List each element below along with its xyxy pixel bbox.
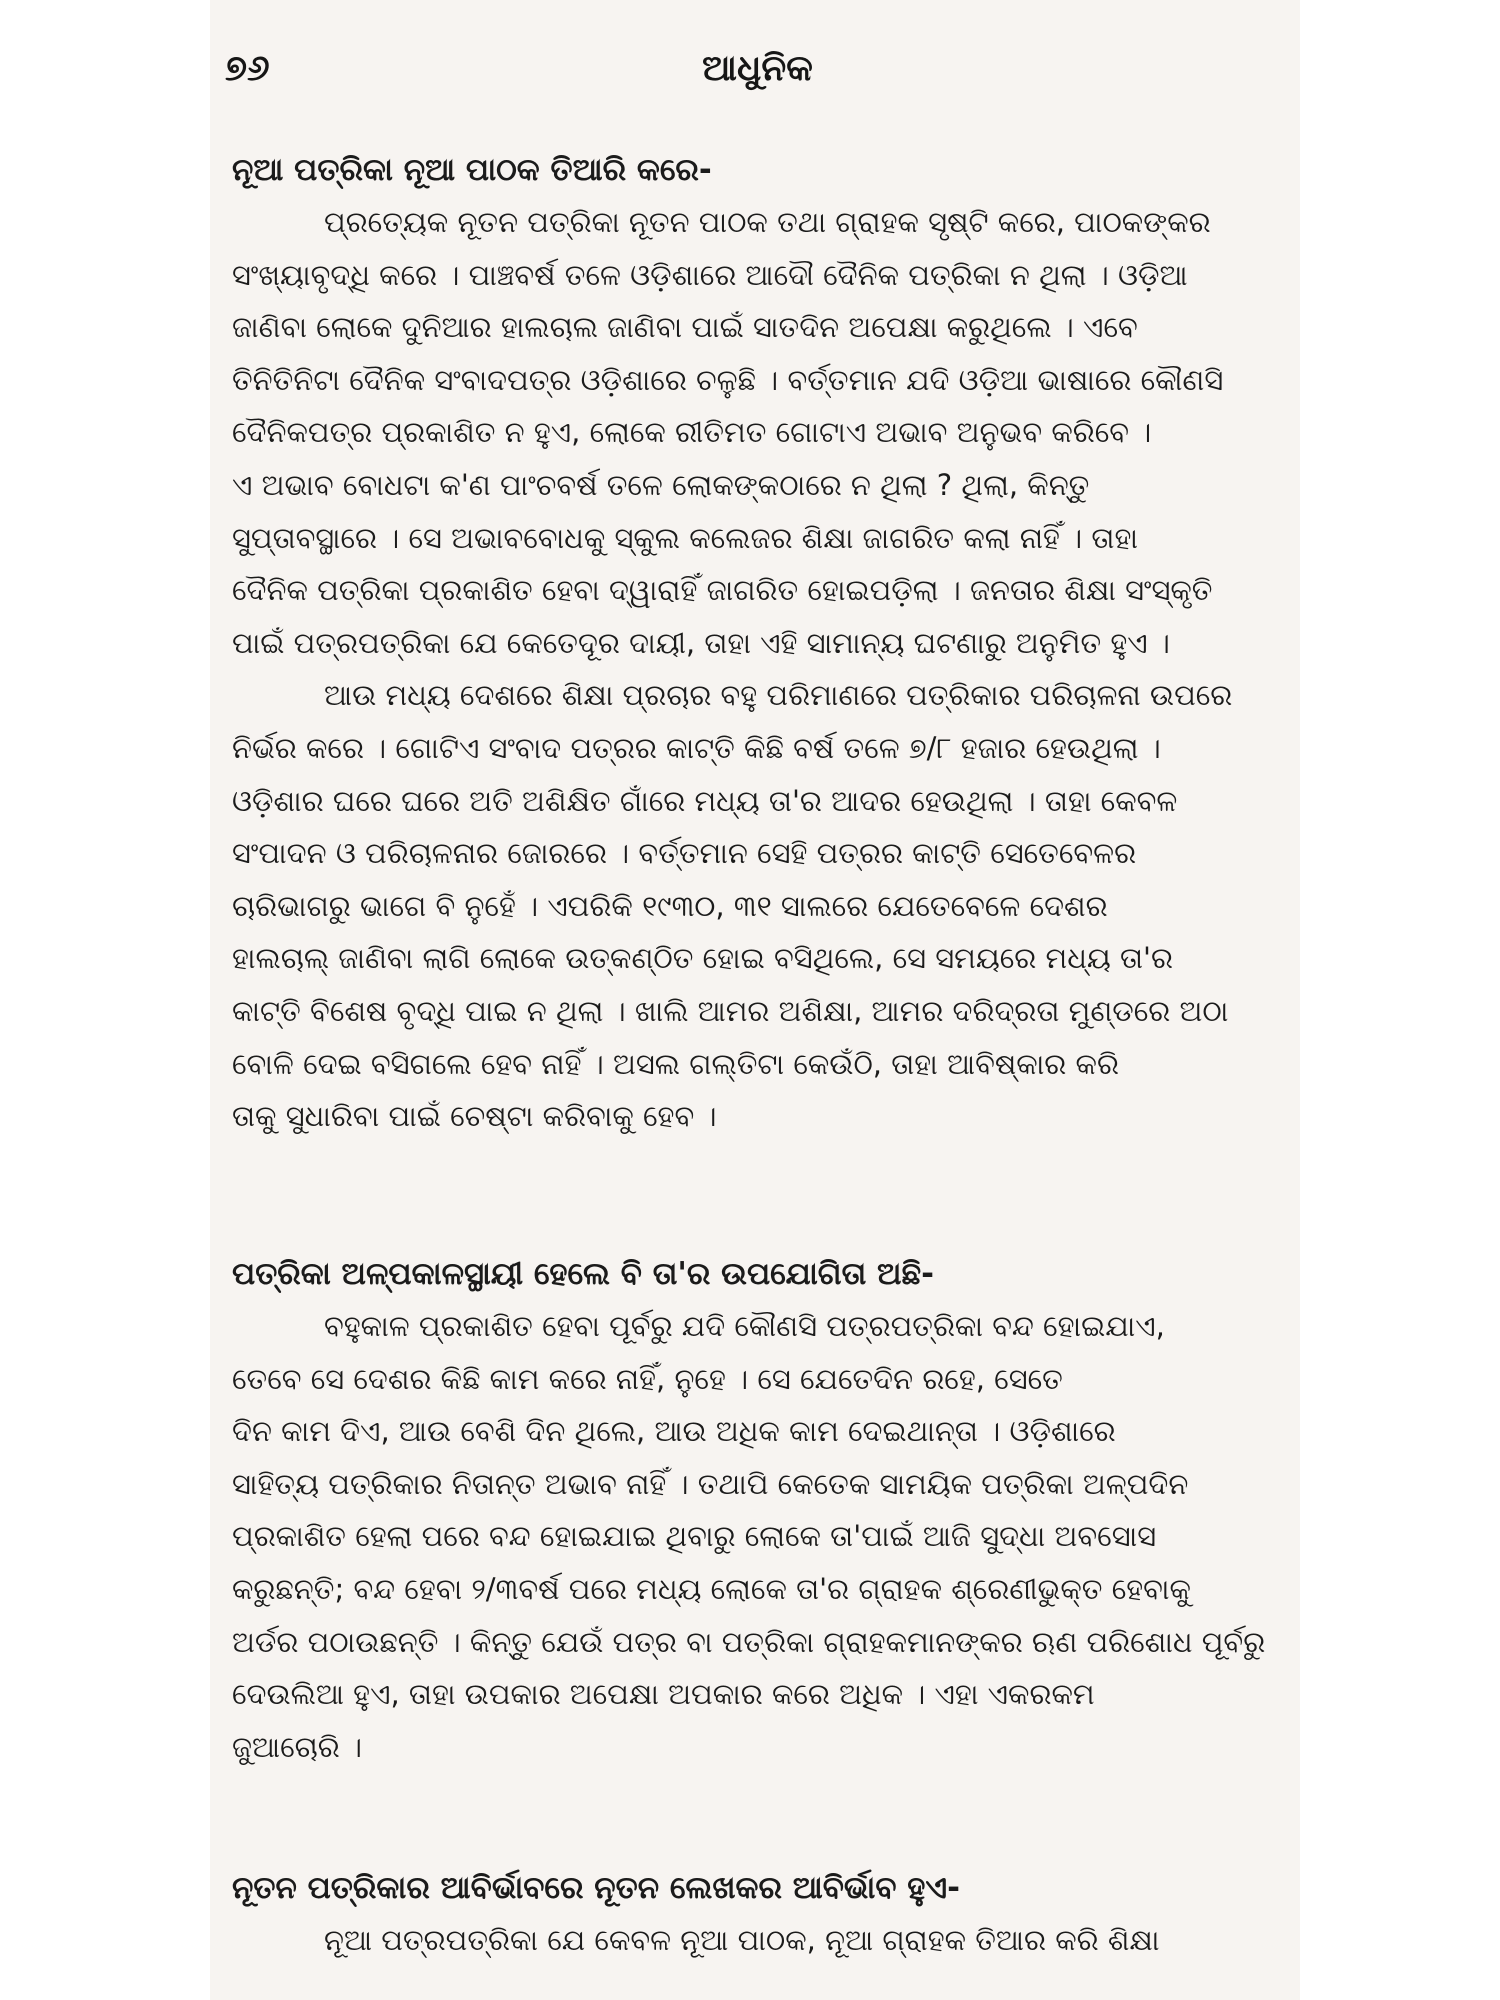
paragraph-line: ତାକୁ ସୁଧାରିବା ପାଇଁ ଚେଷ୍ଟା କରିବାକୁ ହେବ । [232, 1099, 717, 1134]
paragraph-line: ଜୁଆଚୋରି । [232, 1729, 363, 1764]
paragraph-line: ଅର୍ଡର ପଠାଉଛନ୍ତି । କିନ୍ତୁ ଯେଉଁ ପତ୍ର ବା ପତ୍ରିକା ଗ୍ରାହକମାନଙ୍କର ଋଣ ପରିଶୋଧ ପୂର୍ବରୁ [232, 1624, 1266, 1659]
paragraph-line: ତେବେ ସେ ଦେଶର କିଛି କାମ କରେ ନାହିଁ, ନୁହେ । ସେ ଯେତେଦିନ ରହେ, ସେତେ [232, 1361, 1063, 1396]
page-number: ୭୬ [225, 48, 270, 89]
paragraph-line: କରୁଛନ୍ତି; ବନ୍ଦ ହେବା ୨/୩ବର୍ଷ ପରେ ମଧ୍ୟ ଲୋକେ ତା'ର ଗ୍ରାହକ ଶ୍ରେଣୀଭୁକ୍ତ ହେବାକୁ [232, 1571, 1191, 1606]
paragraph-line: ଦୈନିକପତ୍ର ପ୍ରକାଶିତ ନ ହୁଏ, ଲୋକେ ରୀତିମତ ଗୋଟାଏ ଅଭାବ ଅନୁଭବ କରିବେ । [232, 415, 1152, 450]
paragraph-line: ନୂଆ ପତ୍ରପତ୍ରିକା ଯେ କେବଳ ନୂଆ ପାଠକ, ନୂଆ ଗ୍ରାହକ ତିଆର କରି ଶିକ୍ଷା [324, 1923, 1160, 1957]
paragraph-line: ସଂପାଦନ ଓ ପରିଚାଳନାର ଜୋରରେ । ବର୍ତ୍ତମାନ ସେହି ପତ୍ରର କାଟ୍ତି ସେତେବେଳର [232, 836, 1137, 871]
paragraph-line: ବହୁକାଳ ପ୍ରକାଶିତ ହେବା ପୂର୍ବରୁ ଯଦି କୌଣସି ପତ୍ରପତ୍ରିକା ବନ୍ଦ ହୋଇଯାଏ, [324, 1309, 1165, 1343]
paragraph-line: ଓଡ଼ିଶାର ଘରେ ଘରେ ଅତି ଅଶିକ୍ଷିତ ଗାଁରେ ମଧ୍ୟ ତା'ର ଆଦର ହେଉଥିଲା । ତାହା କେବଳ [232, 783, 1178, 818]
paragraph-line: ବୋଳି ଦେଇ ବସିଗଲେ ହେବ ନାହିଁ । ଅସଲ ଗଲ୍ତିଟା କେଉଁଠି, ତାହା ଆବିଷ୍କାର କରି [232, 1046, 1119, 1081]
page-header [225, 48, 1290, 108]
section-heading: ପତ୍ରିକା ଅଳ୍ପକାଳସ୍ଥାୟୀ ହେଲେ ବି ତା'ର ଉପଯୋଗିତା ଅଛି- [232, 1256, 935, 1292]
paragraph-line: ସୁପ୍ତାବସ୍ଥାରେ । ସେ ଅଭାବବୋଧକୁ ସ୍କୁଲ କଲେଜର ଶିକ୍ଷା ଜାଗରିତ କଲା ନାହିଁ । ତାହା [232, 520, 1139, 555]
paragraph-line: ହାଲଚାଲ୍ ଜାଣିବା ଲାଗି ଲୋକେ ଉତ୍କଣ୍ଠିତ ହୋଇ ବସିଥିଲେ, ସେ ସମୟରେ ମଧ୍ୟ ତା'ର [232, 941, 1173, 976]
paragraph-line: ଦୈନିକ ପତ୍ରିକା ପ୍ରକାଶିତ ହେବା ଦ୍ୱାରାହିଁ ଜାଗରିତ ହୋଇପଡ଼ିଲା । ଜନତାର ଶିକ୍ଷା ସଂସ୍କୃତି [232, 573, 1213, 608]
paragraph-line: ଦେଉଲିଆ ହୁଏ, ତାହା ଉପକାର ଅପେକ୍ଷା ଅପକାର କରେ ଅଧିକ । ଏହା ଏକରକମ [232, 1677, 1095, 1712]
paragraph-line: କାଟ୍ତି ବିଶେଷ ବୃଦ୍ଧି ପାଇ ନ ଥିଲା । ଖାଲି ଆମର ଅଶିକ୍ଷା, ଆମର ଦରିଦ୍ରତା ମୁଣ୍ଡରେ ଅଠା [232, 993, 1229, 1028]
section-1 [232, 144, 1284, 1143]
paragraph-line: ଚାରିଭାଗରୁ ଭାଗେ ବି ନୁହେଁ । ଏପରିକି ୧୯୩୦, ୩୧ ସାଲରେ ଯେତେବେଳେ ଦେଶର [232, 888, 1108, 923]
paragraph-line: ପ୍ରକାଶିତ ହେଲା ପରେ ବନ୍ଦ ହୋଇଯାଇ ଥିବାରୁ ଲୋକେ ତା'ପାଇଁ ଆଜି ସୁଦ୍ଧା ଅବସୋସ [232, 1519, 1157, 1554]
paragraph-line: ଏ ଅଭାବ ବୋଧଟା କ'ଣ ପାଂଚବର୍ଷ ତଳେ ଲୋକଙ୍କଠାରେ ନ ଥିଲା ? ଥିଲା, କିନ୍ତୁ [232, 467, 1090, 502]
paragraph-line: ନିର୍ଭର କରେ । ଗୋଟିଏ ସଂବାଦ ପତ୍ରର କାଟ୍ତି କିଛି ବର୍ଷ ତଳେ ୭/୮ ହଜାର ହେଉଥିଲା । [232, 730, 1161, 765]
section-heading: ନୂତନ ପତ୍ରିକାର ଆବିର୍ଭାବରେ ନୂତନ ଲେଖକର ଆବିର୍ଭାବ ହୁଏ- [232, 1870, 961, 1906]
paragraph-line: ଜାଣିବା ଲୋକେ ଦୁନିଆର ହାଲଚାଲ ଜାଣିବା ପାଇଁ ସାତଦିନ ଅପେକ୍ଷା କରୁଥିଲେ । ଏବେ [232, 310, 1138, 345]
section-3 [232, 1862, 1284, 1967]
paragraph-line: ସାହିତ୍ୟ ପତ୍ରିକାର ନିତାନ୍ତ ଅଭାବ ନାହିଁ । ତଥାପି କେତେକ ସାମୟିକ ପତ୍ରିକା ଅଳ୍ପଦିନ [232, 1466, 1189, 1501]
paragraph-line: ଦିନ କାମ ଦିଏ, ଆଉ ବେଶି ଦିନ ଥିଲେ, ଆଉ ଅଧିକ କାମ ଦେଇଥାନ୍ତା । ଓଡ଼ିଶାରେ [232, 1414, 1116, 1449]
paragraph-line: ସଂଖ୍ୟାବୃଦ୍ଧି କରେ । ପାଞ୍ଚବର୍ଷ ତଳେ ଓଡ଼ିଶାରେ ଆଦୌ ଦୈନିକ ପତ୍ରିକା ନ ଥିଲା । ଓଡ଼ିଆ [232, 257, 1188, 292]
paragraph-line: ଆଉ ମଧ୍ୟ ଦେଶରେ ଶିକ୍ଷା ପ୍ରଚାର ବହୁ ପରିମାଣରେ ପତ୍ରିକାର ପରିଚାଳନା ଉପରେ [324, 678, 1233, 713]
paragraph-line: ପ୍ରତ୍ୟେକ ନୂତନ ପତ୍ରିକା ନୂତନ ପାଠକ ତଥା ଗ୍ରାହକ ସୃଷ୍ଟି କରେ, ପାଠକଙ୍କର [324, 205, 1211, 239]
running-title: ଆଧୁନିକ [702, 48, 813, 89]
paragraph-line: ପାଇଁ ପତ୍ରପତ୍ରିକା ଯେ କେତେଦୂର ଦାୟୀ, ତାହା ଏହି ସାମାନ୍ୟ ଘଟଣାରୁ ଅନୁମିତ ହୁଏ । [232, 625, 1170, 660]
section-2 [232, 1248, 1284, 1773]
section-heading: ନୂଆ ପତ୍ରିକା ନୂଆ ପାଠକ ତିଆରି କରେ- [232, 152, 712, 188]
paragraph-line: ତିନିତିନିଟା ଦୈନିକ ସଂବାଦପତ୍ର ଓଡ଼ିଶାରେ ଚଳୁଛି । ବର୍ତ୍ତମାନ ଯଦି ଓଡ଼ିଆ ଭାଷାରେ କୌଣସି [232, 362, 1224, 397]
